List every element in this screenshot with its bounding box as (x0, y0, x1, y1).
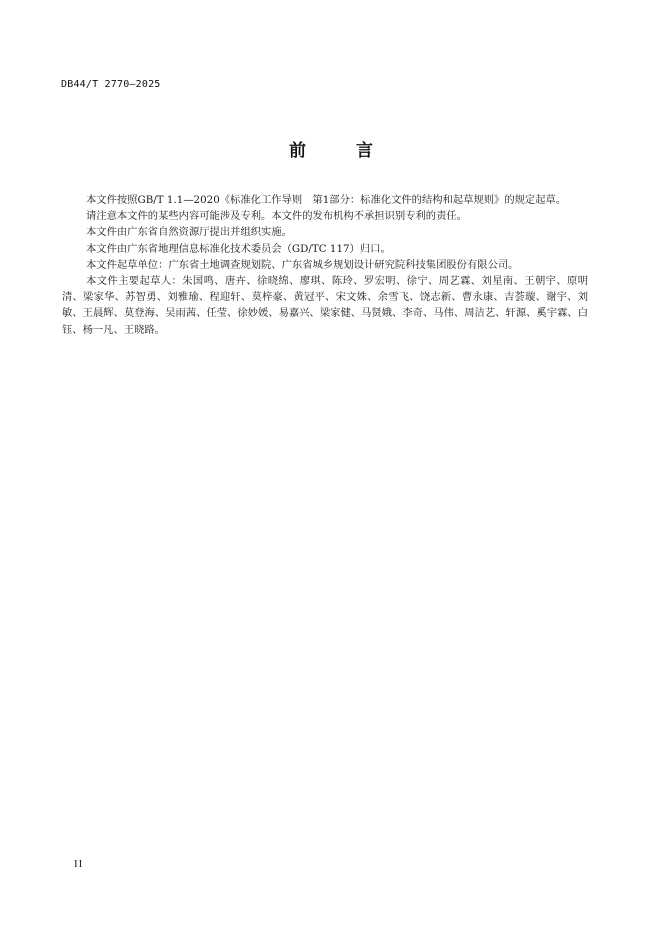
paragraph-drafting-organizations: 本文件起草单位：广东省土地调查规划院、广东省城乡规划设计研究院科技集团股份有限公司。 (86, 258, 519, 271)
foreword-title: 前 言 (289, 141, 395, 161)
paragraph-drafters: 本文件主要起草人：朱国鸣、唐卉、徐晓绵、廖琪、陈玲、罗宏明、徐宁、周艺霖、刘星南、王朝宇、原明清、梁家华、苏智勇、刘雅瑜、程迎轩、莫梓豪、黄冠平、宋文姝、余雪飞、饶志新、曹永康、吉荟璇、谢宇、刘敏、王晨辉、莫登海、吴雨茜、任莹、徐妙媛、易嘉兴、梁家健、马贤娥、李奇、马伟、周洁艺、轩源、奚宇霖、白钰、杨一凡、王晓路。 (62, 275, 588, 336)
page-number: II (74, 858, 84, 870)
foreword-body (62, 192, 588, 338)
document-code: DB44/T 2770—2025 (61, 79, 161, 90)
paragraph-drafting-rules: 本文件按照GB/T 1.1—2020《标准化工作导则 第1部分：标准化文件的结构和起草规则》的规定起草。 (86, 194, 567, 206)
paragraph-patent-notice: 请注意本文件的某些内容可能涉及专利。本文件的发布机构不承担识别专利的责任。 (86, 210, 467, 223)
paragraph-proposer: 本文件由广东省自然资源厅提出并组织实施。 (86, 226, 292, 239)
paragraph-technical-committee: 本文件由广东省地理信息标准化技术委员会（GD/TC 117）归口。 (86, 242, 391, 255)
